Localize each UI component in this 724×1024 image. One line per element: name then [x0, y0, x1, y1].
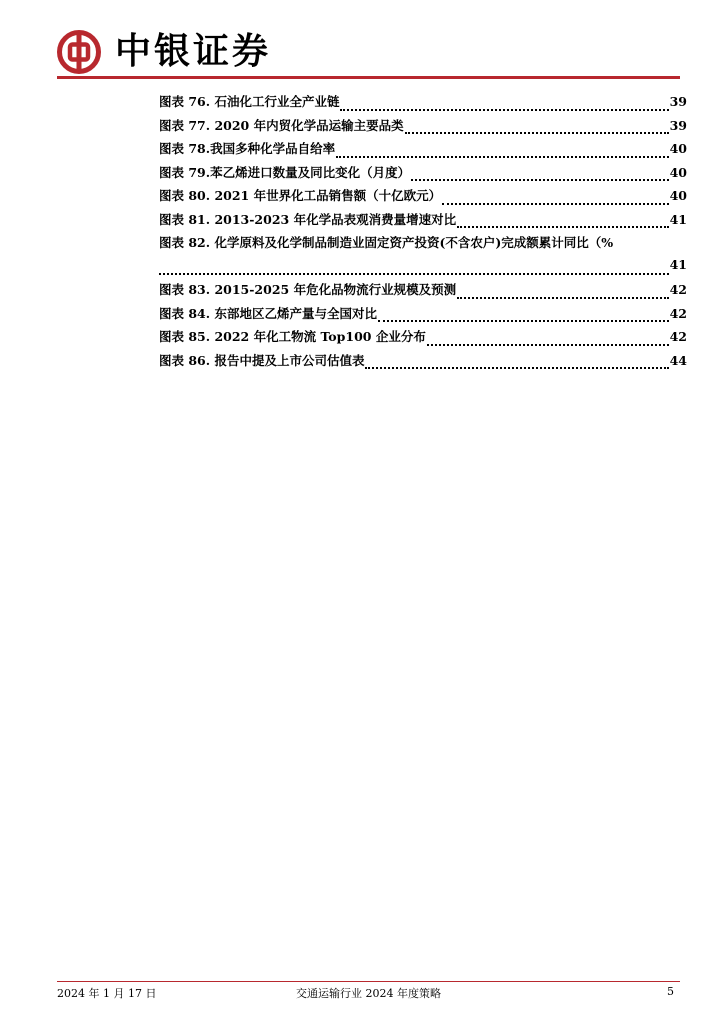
toc-entry[interactable]: [159, 139, 687, 163]
toc-entry-page: 42: [669, 329, 687, 344]
page-header: [57, 28, 677, 74]
toc-entry-label: 图表 77. 2020 年内贸化学品运输主要品类: [159, 117, 404, 133]
bank-of-china-logo-icon: [57, 30, 101, 74]
figure-list: [159, 92, 687, 374]
brand-name: 中银证券: [115, 30, 272, 72]
toc-entry[interactable]: [159, 186, 687, 210]
toc-entry-label: 图表 81. 2013-2023 年化学品表观消费量增速对比: [159, 211, 457, 227]
page-footer: [57, 985, 680, 1001]
dot-leader: [457, 297, 669, 299]
dot-leader: [159, 273, 669, 275]
toc-entry-page: 42: [669, 282, 687, 297]
footer-divider: [57, 981, 680, 982]
page-number: 5: [667, 985, 674, 998]
toc-entry-page: 41: [669, 256, 687, 272]
toc-entry-label: 图表 80. 2021 年世界化工品销售额（十亿欧元）: [159, 188, 442, 203]
toc-entry[interactable]: [159, 351, 687, 375]
dot-leader: [405, 132, 669, 134]
dot-leader: [378, 320, 669, 322]
toc-entry-label: 图表 84. 东部地区乙烯产量与全国对比: [159, 305, 377, 321]
dot-leader: [442, 203, 669, 205]
toc-entry-page: 44: [669, 352, 687, 368]
toc-entry-label: 图表 78.我国多种化学品自给率: [159, 141, 336, 156]
dot-leader: [457, 226, 669, 228]
toc-entry-label: 图表 83. 2015-2025 年危化品物流行业规模及预测: [159, 282, 457, 297]
toc-entry-page: 42: [669, 305, 687, 321]
dot-leader: [340, 109, 668, 111]
toc-entry-page: 40: [669, 141, 687, 156]
toc-entry-label: 图表 85. 2022 年化工物流 Top100 企业分布: [159, 329, 426, 344]
header-divider: [57, 76, 680, 79]
toc-entry[interactable]: [159, 233, 687, 257]
toc-entry-page: 40: [669, 188, 687, 203]
toc-entry[interactable]: [159, 116, 687, 140]
toc-entry[interactable]: [159, 304, 687, 328]
toc-entry-page: 40: [669, 164, 687, 180]
toc-entry-label: 图表 76. 石油化工行业全产业链: [159, 94, 340, 109]
toc-entry-label: 图表 82. 化学原料及化学制品制造业固定资产投资(不含农户)完成额累计同比（%: [159, 235, 614, 250]
dot-leader: [427, 344, 669, 346]
toc-entry[interactable]: [159, 327, 687, 351]
dot-leader: [411, 179, 668, 181]
toc-entry-page: 39: [669, 94, 687, 109]
toc-entry[interactable]: [159, 163, 687, 187]
toc-entry-page: 39: [669, 117, 687, 133]
dot-leader: [336, 156, 668, 158]
dot-leader: [365, 367, 668, 369]
toc-entry-label: 图表 86. 报告中提及上市公司估值表: [159, 352, 365, 368]
toc-entry[interactable]: [159, 92, 687, 116]
toc-entry-continuation[interactable]: [159, 257, 687, 281]
toc-entry-label: 图表 79.苯乙烯进口数量及同比变化（月度）: [159, 164, 411, 180]
report-title: 交通运输行业 2024 年度策略: [296, 987, 441, 1000]
toc-entry-page: 41: [669, 211, 687, 227]
report-date: 2024 年 1 月 17 日: [57, 987, 157, 1000]
toc-entry[interactable]: [159, 280, 687, 304]
toc-entry[interactable]: [159, 210, 687, 234]
